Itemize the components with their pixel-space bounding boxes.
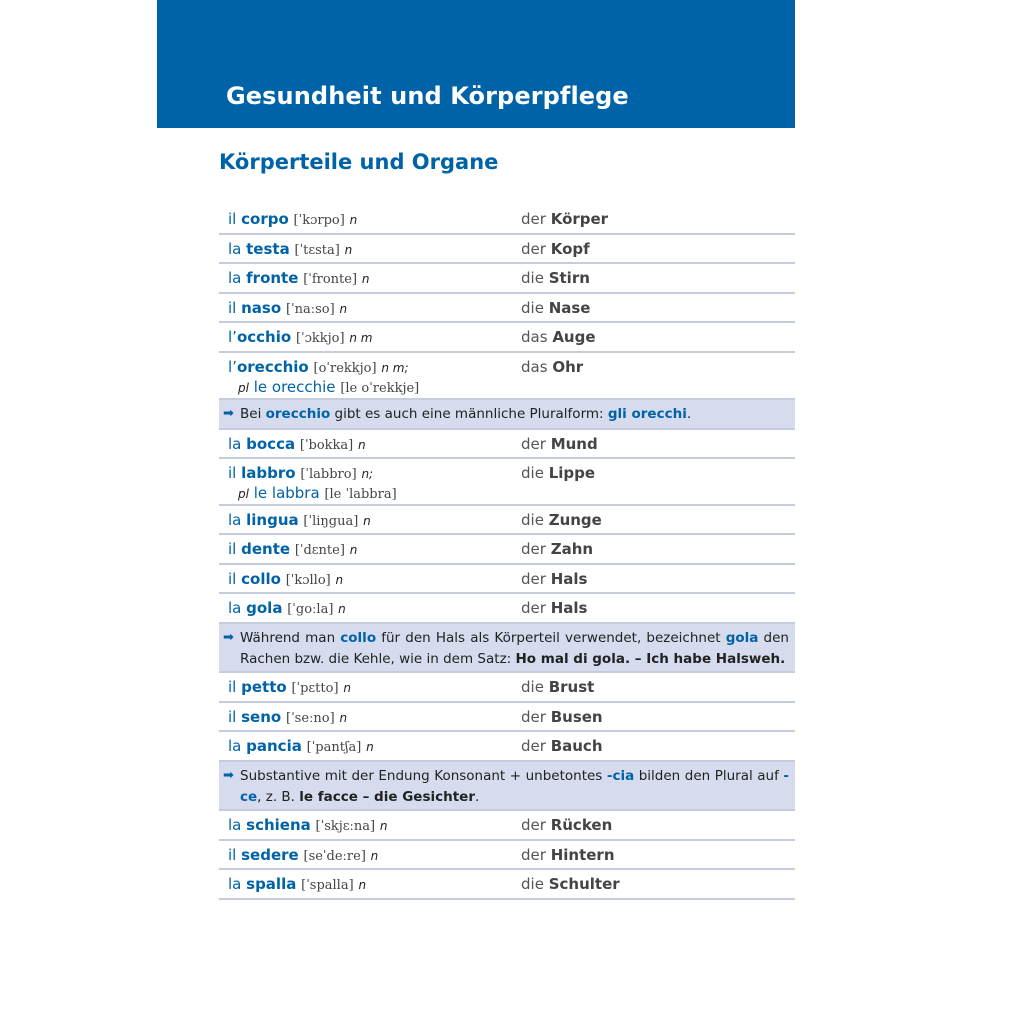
german-word: Hals (550, 570, 588, 588)
italian-article: il (228, 846, 237, 864)
pronunciation: [ˈlabbro] (300, 467, 357, 482)
italian-entry (228, 707, 347, 729)
vocab-row-corpo (219, 205, 795, 235)
grammar-tag: n (358, 438, 366, 452)
arrow-right-icon: ➡ (223, 406, 234, 421)
pronunciation: [ˈspalla] (301, 878, 354, 893)
german-article: das (521, 358, 548, 376)
grammar-tag: n (349, 543, 358, 557)
section-title: Körperteile und Organe (219, 150, 499, 174)
vocab-row-gola (219, 594, 795, 624)
german-entry (521, 539, 593, 559)
italian-entry (228, 874, 366, 896)
arrow-right-icon: ➡ (223, 630, 234, 645)
italian-word: dente (241, 540, 291, 558)
vocab-row-schiena (219, 811, 795, 841)
german-article: der (521, 816, 546, 834)
vocab-row-occhio (219, 323, 795, 353)
grammar-tag: n m (349, 331, 373, 345)
german-word: Zahn (550, 540, 594, 558)
german-entry (521, 463, 595, 483)
italian-entry (228, 357, 409, 379)
german-article: der (521, 599, 546, 617)
italian-article: la (228, 511, 242, 529)
italian-article: il (228, 678, 237, 696)
german-word: Brust (548, 678, 595, 696)
italian-word: bocca (246, 435, 296, 453)
grammar-tag: n (349, 213, 358, 227)
german-article: der (521, 570, 546, 588)
italian-entry (228, 327, 372, 349)
italian-word: occhio (236, 328, 292, 346)
german-article: der (521, 737, 546, 755)
pronunciation: [ˈgoːla] (287, 602, 334, 617)
grammar-note-orecchio (219, 400, 795, 430)
grammar-tag: n (366, 740, 374, 754)
german-word: Nase (548, 299, 591, 317)
italian-entry (228, 845, 378, 867)
italian-article: la (228, 435, 242, 453)
grammar-tag: n (338, 602, 346, 616)
german-article: der (521, 540, 546, 558)
grammar-tag: n (339, 302, 348, 316)
grammar-tag: n (344, 243, 353, 257)
italian-entry (228, 298, 347, 320)
german-word: Busen (550, 708, 603, 726)
vocab-row-fronte (219, 264, 795, 294)
vocab-row-testa (219, 235, 795, 264)
plural-word: le labbra (253, 484, 320, 502)
grammar-tag: n (343, 681, 351, 695)
italian-article: il (228, 464, 237, 482)
german-article: der (521, 210, 546, 228)
german-entry (521, 874, 620, 894)
italian-entry (228, 268, 369, 290)
italian-plural (238, 377, 419, 399)
plural-pronunciation: [le oˈrekkje] (340, 381, 420, 396)
german-article: die (521, 875, 544, 893)
italian-word: corpo (241, 210, 289, 228)
italian-entry (228, 239, 352, 261)
italian-entry (228, 510, 371, 532)
italian-word: petto (241, 678, 287, 696)
german-article: die (521, 511, 544, 529)
pronunciation: [oˈrekkjo] (313, 361, 377, 376)
italian-word: sedere (241, 846, 299, 864)
italian-entry (228, 434, 366, 456)
pronunciation: [ˈkɔrpo] (293, 213, 345, 228)
italian-entry (228, 569, 343, 591)
german-word: Auge (552, 328, 596, 346)
german-entry (521, 298, 590, 318)
italian-entry (228, 736, 374, 758)
grammar-tag: n; (361, 467, 374, 481)
plural-label: pl (238, 487, 249, 501)
italian-word: seno (241, 708, 282, 726)
italian-article: il (228, 570, 237, 588)
pronunciation: [ˈbokka] (299, 438, 354, 453)
grammar-tag: n (335, 573, 344, 587)
german-entry (521, 510, 602, 530)
german-word: Hals (550, 599, 588, 617)
plural-word: le orecchie (253, 378, 336, 396)
grammar-note-collo-gola (219, 624, 795, 673)
vocab-row-petto (219, 673, 795, 703)
german-word: Zunge (548, 511, 602, 529)
vocab-row-naso (219, 294, 795, 323)
italian-word: spalla (246, 875, 297, 893)
german-entry (521, 268, 590, 288)
german-word: Körper (550, 210, 609, 228)
italian-article: la (228, 816, 242, 834)
german-word: Hintern (550, 846, 615, 864)
german-article: der (521, 708, 546, 726)
german-article: das (521, 328, 548, 346)
vocabulary-table (219, 205, 795, 900)
italian-word: lingua (246, 511, 299, 529)
pronunciation: [ˈdɛnte] (294, 543, 345, 558)
german-entry (521, 815, 612, 835)
italian-entry (228, 677, 351, 699)
vocab-row-sedere (219, 841, 795, 870)
chapter-banner (157, 0, 795, 128)
italian-article: la (228, 737, 242, 755)
german-entry (521, 736, 603, 756)
vocab-row-orecchio (219, 353, 795, 400)
italian-entry (228, 463, 373, 485)
italian-word: pancia (246, 737, 302, 755)
german-article: die (521, 299, 544, 317)
pronunciation: [ˈnaːso] (285, 302, 335, 317)
italian-article: la (228, 269, 242, 287)
german-entry (521, 327, 596, 347)
italian-word: testa (246, 240, 290, 258)
arrow-right-icon: ➡ (223, 768, 234, 783)
pronunciation: [ˈpantʃa] (306, 740, 362, 755)
pronunciation: [ˈseːno] (286, 711, 335, 726)
grammar-tag: n (339, 711, 348, 725)
italian-word: orecchio (236, 358, 309, 376)
german-entry (521, 677, 594, 697)
grammar-tag: n (363, 514, 371, 528)
grammar-tag: n m; (381, 361, 409, 375)
italian-entry (228, 539, 357, 561)
grammar-note-cia-plural (219, 762, 795, 811)
pronunciation: [seˈdeːre] (303, 849, 366, 864)
pronunciation: [ˈtɛsta] (294, 243, 340, 258)
german-article: die (521, 269, 544, 287)
note-text: Während man collo für den Hals als Körperteil verwendet, bezeichnet gola den Rachen bzw. die Kehle, wie in dem Satz: Ho mal di gola. – Ich habe Halsweh. (240, 630, 789, 667)
italian-entry (228, 209, 357, 231)
vocab-row-spalla (219, 870, 795, 900)
note-text: Substantive mit der Endung Konsonant + unbetontes -cia bilden den Plural auf -ce, z. B. le facce – die Gesichter. (240, 768, 789, 805)
vocab-row-lingua (219, 506, 795, 535)
italian-article: la (228, 599, 242, 617)
german-entry (521, 569, 587, 589)
german-entry (521, 845, 615, 865)
italian-article: il (228, 299, 237, 317)
german-word: Schulter (548, 875, 620, 893)
german-entry (521, 434, 598, 454)
italian-entry (228, 598, 346, 620)
pronunciation: [ˈɔkkjo] (295, 331, 345, 346)
italian-article: l’ (228, 358, 237, 376)
italian-word: collo (241, 570, 281, 588)
german-word: Ohr (552, 358, 584, 376)
plural-label: pl (238, 381, 249, 395)
grammar-tag: n (361, 272, 370, 286)
vocab-row-collo (219, 565, 795, 594)
grammar-tag: n (370, 849, 379, 863)
vocab-row-seno (219, 703, 795, 732)
german-entry (521, 357, 583, 377)
plural-pronunciation: [le ˈlabbra] (324, 487, 397, 502)
pronunciation: [ˈskjɛːna] (315, 819, 376, 834)
german-word: Stirn (548, 269, 590, 287)
italian-article: la (228, 875, 242, 893)
german-entry (521, 209, 608, 229)
german-article: die (521, 464, 544, 482)
italian-word: labbro (241, 464, 296, 482)
italian-article: il (228, 540, 237, 558)
german-entry (521, 598, 587, 618)
german-article: der (521, 846, 546, 864)
chapter-title: Gesundheit und Körperpflege (226, 82, 629, 110)
pronunciation: [ˈfronte] (303, 272, 358, 287)
pronunciation: [ˈkɔllo] (285, 573, 331, 588)
italian-article: l’ (228, 328, 237, 346)
german-word: Rücken (550, 816, 613, 834)
german-word: Mund (550, 435, 598, 453)
italian-word: naso (241, 299, 282, 317)
italian-word: fronte (246, 269, 299, 287)
german-word: Bauch (550, 737, 603, 755)
italian-word: gola (246, 599, 283, 617)
note-text: Bei orecchio gibt es auch eine männliche Pluralform: gli orecchi. (240, 406, 692, 422)
italian-word: schiena (246, 816, 311, 834)
italian-article: la (228, 240, 242, 258)
german-word: Kopf (550, 240, 590, 258)
italian-plural (238, 483, 397, 505)
pronunciation: [ˈliŋgua] (303, 514, 359, 529)
german-article: die (521, 678, 544, 696)
italian-article: il (228, 210, 237, 228)
vocab-row-labbro (219, 459, 795, 506)
vocab-row-bocca (219, 430, 795, 459)
vocab-row-dente (219, 535, 795, 565)
german-entry (521, 707, 603, 727)
italian-article: il (228, 708, 237, 726)
german-article: der (521, 435, 546, 453)
italian-entry (228, 815, 387, 837)
grammar-tag: n (358, 878, 367, 892)
pronunciation: [ˈpɛtto] (291, 681, 339, 696)
german-entry (521, 239, 590, 259)
vocab-row-pancia (219, 732, 795, 762)
german-word: Lippe (548, 464, 596, 482)
german-article: der (521, 240, 546, 258)
grammar-tag: n (379, 819, 388, 833)
